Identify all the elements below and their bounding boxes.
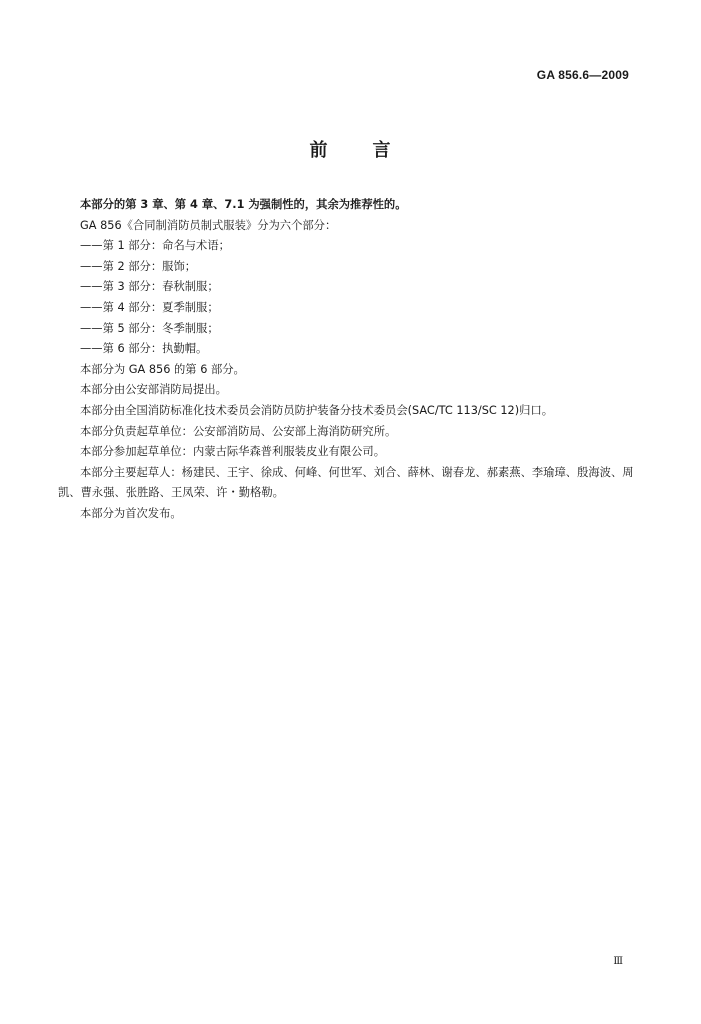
paragraph-participating-unit: 本部分参加起草单位：内蒙古际华森普利服装皮业有限公司。: [80, 445, 386, 459]
list-item-part-5: ——第 5 部分：冬季制服；: [80, 321, 219, 335]
title-char-2: 言: [372, 140, 392, 161]
paragraph-proposed-by: 本部分由公安部消防局提出。: [80, 383, 227, 397]
paragraph-first-release: 本部分为首次发布。: [80, 506, 182, 520]
paragraph-mandatory-clauses: 本部分的第 3 章、第 4 章、7.1 为强制性的，其余为推荐性的。: [80, 198, 407, 211]
list-item-part-6: ——第 6 部分：执勤帽。: [80, 342, 208, 356]
page-number: Ⅲ: [613, 956, 623, 967]
page-title: [0, 136, 701, 162]
paragraph-main-drafters: 本部分主要起草人：杨建民、王宇、徐成、何峰、何世军、刘合、薛林、谢春龙、郝素燕、李瑜璋、殷海波、周凯、曹永强、张胜路、王凤荣、许・勤格勒。: [58, 465, 634, 500]
paragraph-centralized-by: 本部分由全国消防标准化技术委员会消防员防护装备分技术委员会(SAC/TC 113/SC 12)归口。: [80, 403, 554, 417]
standard-code: GA 856.6—2009: [536, 68, 629, 82]
list-item-part-4: ——第 4 部分：夏季制服；: [80, 300, 219, 314]
list-item-part-1: ——第 1 部分：命名与术语；: [80, 239, 230, 253]
list-item-part-3: ——第 3 部分：春秋制服；: [80, 280, 219, 294]
foreword-body: [58, 195, 634, 525]
paragraph-drafting-unit: 本部分负责起草单位：公安部消防局、公安部上海消防研究所。: [80, 424, 397, 438]
title-char-1: 前: [309, 140, 329, 161]
list-item-part-2: ——第 2 部分：服饰；: [80, 259, 197, 273]
paragraph-parts-intro: GA 856《合同制消防员制式服装》分为六个部分：: [80, 218, 337, 232]
paragraph-this-part: 本部分为 GA 856 的第 6 部分。: [80, 362, 245, 376]
